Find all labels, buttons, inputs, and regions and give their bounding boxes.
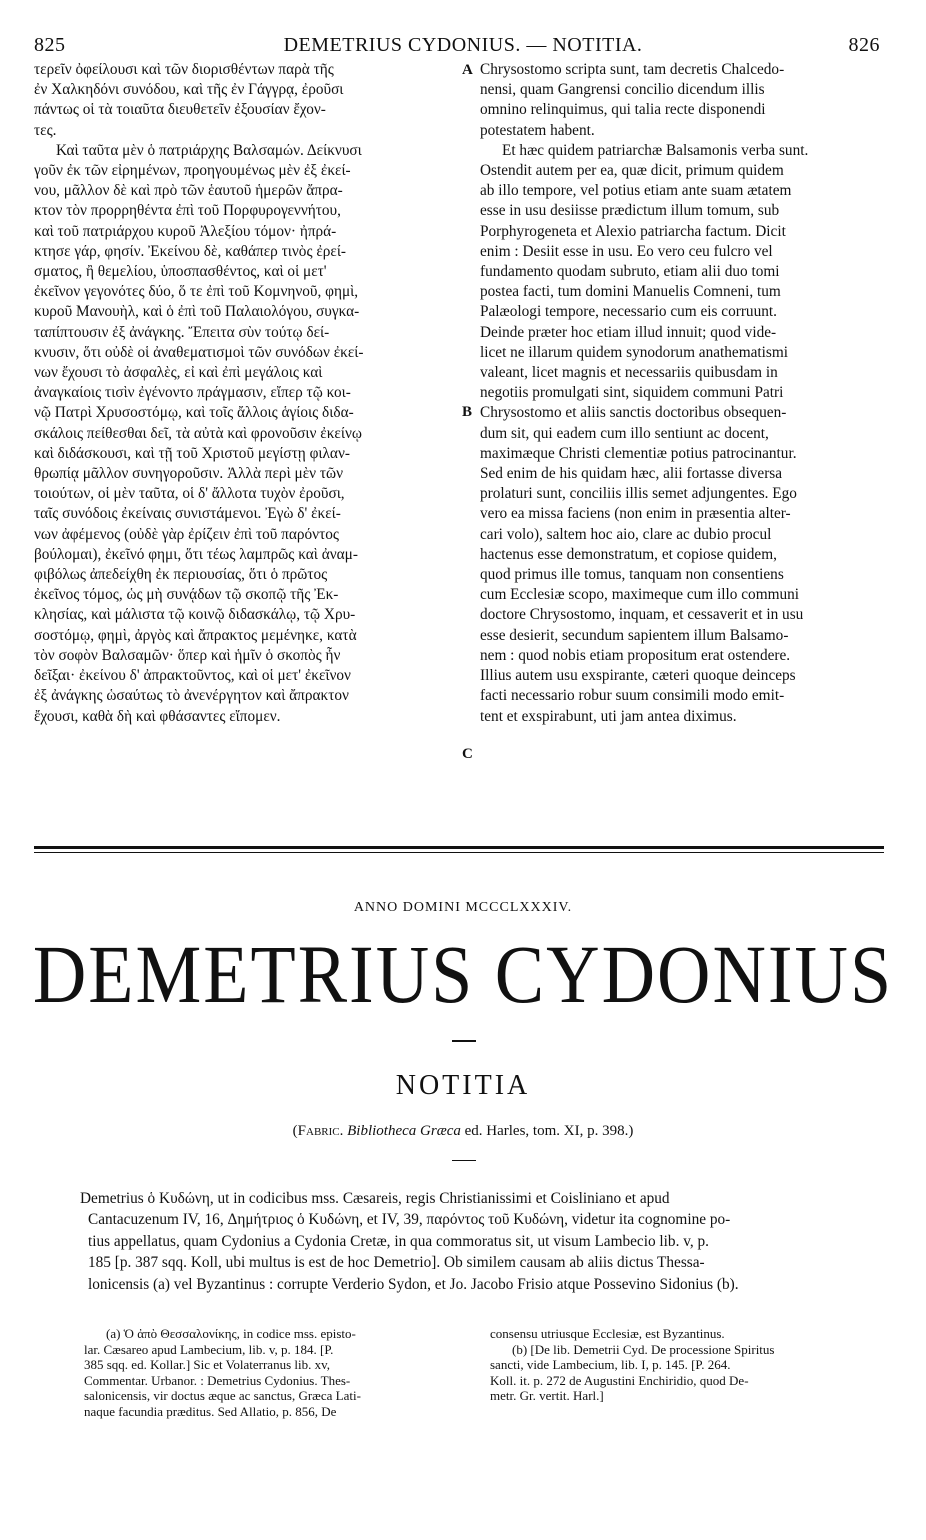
latin-text-line: nem : quod nobis etiam propositum erat ostendere. — [480, 646, 791, 664]
anno-domini-line: ANNO DOMINI MCCCLXXXIV. — [353, 900, 573, 915]
greek-text-line: νῷ Πατρὶ Χρυσοστόμῳ, καὶ τοῖς ἄλλοις ἁγίοις διδα- — [34, 404, 354, 422]
body-text-line: Demetrius ὁ Κυδώνη, ut in codicibus mss. Cæsareis, regis Christianissimi et Coisliniano et apud — [80, 1190, 670, 1207]
greek-text-line: σματος, ἢ θεμελίου, ὑποσπασθέντος, καὶ οἱ μετ' — [34, 263, 327, 281]
greek-text-line: Καὶ ταῦτα μὲν ὁ πατριάρχης Βαλσαμών. Δείκνυσι — [56, 141, 362, 159]
greek-text-line: σκάλοις πείθεσθαι δεῖ, τὰ αὐτὰ καὶ φρονοῦσιν ἐκείνῳ — [34, 424, 362, 442]
latin-text-line: postea facti, tum domini Manuelis Comneni, tum — [480, 283, 781, 301]
page-number-left: 825 — [34, 34, 66, 56]
section-title: DEMETRIUS CYDONIUS — [32, 929, 894, 1021]
latin-text-line: cari volo), saltem hoc aio, clare ac dubio procul — [480, 525, 772, 543]
greek-text-line: νου, μᾶλλον δὲ καὶ πρὸ τῶν ἑαυτοῦ ἡμερῶν ἄπρα- — [34, 182, 343, 200]
greek-text-line: τὸν σοφὸν Βαλσαμῶν· ὅπερ καὶ ἡμῖν ὁ σκοπὸς ἦν — [34, 646, 341, 664]
greek-text-line: κνυσιν, ὅτι οὐδὲ οἱ ἀναθεματισμοὶ τῶν συνόδων ἐκεί- — [34, 343, 364, 361]
greek-text-line: ἔχουσι, καθὰ δὴ καὶ φθάσαντες εἴπομεν. — [34, 707, 281, 725]
latin-text-line: prolaturi sunt, conciliis illis semet adjungentes. Ego — [480, 485, 797, 503]
section-rule-thick — [34, 846, 884, 849]
greek-text-line: ἐξ ἀνάγκης ὡσαύτως τὸ ἀνενέργητον καὶ ἄπρακτον — [34, 687, 349, 705]
greek-text-line: ταῖς συνόδοις ἐκείναις συνιστάμενοι. Ἐγὼ δ' ἐκεί- — [34, 505, 341, 523]
page-number-right: 826 — [848, 34, 880, 56]
footnote-line: naque facundia præditus. Sed Allatio, p. 856, De — [84, 1403, 337, 1419]
notitia-body — [80, 1188, 896, 1295]
footnote-line: metr. Gr. vertit. Harl.] — [490, 1388, 604, 1404]
latin-text-line: doctore Chrysostomo, inquam, et cessaverit et in usu — [480, 606, 804, 624]
latin-text-line: nensi, quam Gangrensi concilio dicendum illis — [480, 81, 765, 99]
greek-text-line: ἐκεῖνος τόμος, ὡς μὴ συνᾴδων τῷ σκοπῷ τῆς Ἐκ- — [34, 586, 339, 604]
latin-text-line: esse desierit, secundum sapientem illum Balsamo- — [480, 626, 789, 644]
greek-text-line: κτον τὸν προρρηθέντα ἐπὶ τοῦ Πορφυρογεννήτου, — [34, 202, 341, 220]
footnote-line: sancti, vide Lambecium, lib. I, p. 145. [P. 264. — [490, 1357, 731, 1373]
latin-text-line: hactenus esse demonstratum, et copiose quidem, — [480, 545, 777, 563]
latin-text-line: Porphyrogeneta et Alexio patriarcha factum. Dicit — [480, 222, 786, 240]
latin-text-line: Sed enim de his quidam hæc, alii fortasse diversa — [480, 465, 783, 483]
greek-text-line: νων ἀφέμενος (οὐδὲ γὰρ ἐρίζειν ἐπὶ τοῦ παρόντος — [34, 525, 339, 543]
greek-text-line: ἐν Χαλκηδόνι συνόδου, καὶ τῆς ἐν Γάγγρᾳ, ἐροῦσι — [34, 81, 344, 99]
latin-text-line: quod primus ille tomus, tanquam non consentiens — [480, 566, 784, 584]
greek-text-line: δεῖξαι· ἐκείνου δ' ἀπρακτοῦντος, καὶ οἱ μετ' ἐκεῖνον — [34, 667, 351, 685]
latin-text-line: dum sit, qui eadem cum illo sentiunt ac docent, — [480, 424, 769, 442]
latin-text-line: Deinde præter hoc etiam illud innuit; quod vide- — [480, 323, 777, 341]
greek-text-line: τες. — [34, 121, 57, 139]
greek-text-line: ἀναγκαίοις τισὶν ἐγένοντο πράγμασιν, εἴπερ τῷ κοι- — [34, 384, 351, 402]
latin-text-line: ab illo tempore, vel potius etiam ante suam ætatem — [480, 182, 792, 200]
latin-text-line: Illius autem usu exspirante, cæteri quoque deinceps — [480, 667, 796, 685]
footnote-line: (b) [De lib. Demetrii Cyd. De processione Spiritus — [512, 1341, 775, 1357]
body-text-line: 185 [p. 387 sqq. Koll, ubi multus is est de hoc Demetrio]. Ob similem causam ab aliis dictus Thessa- — [88, 1254, 705, 1272]
latin-text-line: esse in usu desiisse prædictum illum tomum, sub — [480, 202, 780, 220]
latin-column — [480, 60, 880, 727]
latin-text-line: fundamento quodam subruto, etiam alii duo tomi — [480, 263, 780, 281]
latin-text-line: Et hæc quidem patriarchæ Balsamonis verba sunt. — [502, 141, 809, 159]
title-dash — [452, 1040, 476, 1042]
footnote-line: lar. Cæsareo apud Lambecium, lib. v, p. 184. [P. — [84, 1341, 334, 1357]
body-text-line: Cantacuzenum IV, 16, Δημήτριος ὁ Κυδώνη, et IV, 39, παρόντος τοῦ Κυδώνη, videtur ita cognomine po- — [88, 1211, 731, 1229]
footnote-line: Koll. it. p. 272 de Augustini Enchiridio, quod De- — [490, 1372, 749, 1388]
greek-text-line: κυροῦ Μανουὴλ, καὶ ὁ ἐπὶ τοῦ Παλαιολόγου, συγκα- — [34, 303, 360, 321]
greek-column — [34, 60, 458, 727]
greek-text-line: ἐκεῖνον γεγονότες δύο, ὅ τε ἐπὶ τοῦ Κομνηνοῦ, φημὶ, — [34, 283, 359, 301]
latin-text-line: Ostendit autem per ea, quæ dicit, primum quidem — [480, 162, 784, 180]
greek-text-line: θρωπίᾳ μᾶλλον συνηγοροῦσιν. Ἀλλὰ περὶ μὲν τῶν — [34, 465, 344, 483]
greek-text-line: νων ἔχουσι τὸ ἀσφαλὲς, εἰ καὶ ἐπὶ μεγάλοις καὶ — [34, 364, 323, 382]
section-subtitle: NOTITIA — [395, 1070, 531, 1101]
latin-text-line: maximæque Christi clementiæ potius patrocinantur. — [480, 444, 797, 462]
greek-text-line: τερεῖν ὀφείλουσι καὶ τῶν διορισθέντων παρὰ τῆς — [34, 61, 334, 78]
latin-text-line: tent et exspirabunt, uti jam antea diximus. — [480, 707, 737, 725]
latin-text-line: enim : Desiit esse in usu. Eo vero ceu fulcro vel — [480, 242, 773, 260]
footnote-line: Commentar. Urbanor. : Demetrius Cydonius. Thes- — [84, 1372, 351, 1388]
source-title: Bibliotheca Græca — [347, 1123, 461, 1139]
margin-letter-b: B — [462, 404, 473, 420]
greek-text-line: ταπίπτουσιν ἐξ ἀνάγκης. Ἔπειτα σὺν τούτῳ δεί- — [34, 323, 330, 341]
body-text-line: tius appellatus, quam Cydonius a Cydonia Cretæ, in qua commoratus sit, ut visum Lambecio lib. v, p. — [88, 1232, 710, 1250]
footnote-line: 385 sqq. ed. Kollar.] Sic et Volaterranus lib. xv, — [84, 1357, 331, 1373]
footnotes-left — [84, 1326, 474, 1420]
latin-text-line: negotiis promulgati sint, siquidem communi Patri — [480, 384, 784, 402]
latin-text-line: licet ne illarum quidem synodorum anathematismi — [480, 343, 788, 361]
footnote-line: (a) Ὁ ἀπὸ Θεσσαλονίκης, in codice mss. episto- — [106, 1326, 356, 1341]
latin-text-line: cum Ecclesiæ scopo, maximeque cum illo communi — [480, 586, 800, 604]
latin-text-line: Chrysostomo et aliis sanctis doctoribus obsequen- — [480, 404, 787, 422]
margin-letter-c: C — [462, 746, 473, 762]
greek-text-line: φιβόλως ἀπεδείχθη ἐκ περιουσίας, ὅτι ὁ πρῶτος — [34, 566, 328, 584]
body-text-line: lonicensis (a) vel Byzantinus : corrupte Verderio Sydon, et Jo. Jacobo Frisio atque Possevino Sidonius (b). — [88, 1275, 739, 1293]
source-reference — [0, 1123, 926, 1140]
subtitle-dash — [452, 1160, 476, 1161]
latin-text-line: Palæologi tempore, necessario cum eis corruunt. — [480, 303, 777, 321]
greek-text-line: βούλομαι), ἐκεῖνό φημι, ὅτι τέως λαμπρῶς καὶ ἀναμ- — [34, 545, 358, 563]
section-rule-thin — [34, 852, 884, 853]
footnote-line: salonicensis, vir doctus æque ac sanctus, Græca Lati- — [84, 1388, 361, 1404]
greek-text-line: καὶ διδάσκουσι, καὶ τῇ τοῦ Χριστοῦ μεγίστῃ φιλαν- — [34, 444, 350, 462]
footnotes-right — [490, 1326, 900, 1404]
latin-text-line: valeant, licet magnis et necessariis quibusdam in — [480, 364, 778, 382]
greek-text-line: κλησίας, καὶ μάλιστα τῷ κοινῷ διδασκάλῳ, τῷ Χρυ- — [34, 606, 356, 624]
latin-text-line: vero ea missa faciens (non enim in præsentia alter- — [480, 505, 791, 523]
greek-text-line: πάντως οἱ τὰ τοιαῦτα διευθετεῖν ἐξουσίαν ἔχον- — [34, 101, 326, 119]
latin-text-line: Chrysostomo scripta sunt, tam decretis Chalcedo- — [480, 61, 785, 78]
latin-text-line: facti necessario robur suum consimili modo emit- — [480, 687, 785, 705]
greek-text-line: τοιούτων, οἱ μὲν ταῦτα, οἱ δ' ἄλλοτα τυχὸν ἐροῦσι, — [34, 485, 345, 503]
margin-letter-a: A — [462, 62, 473, 78]
greek-text-line: σοστόμῳ, φημὶ, ἀργὸς καὶ ἄπρακτος μεμένηκε, κατὰ — [34, 626, 357, 644]
footnote-line: consensu utriusque Ecclesiæ, est Byzantinus. — [490, 1326, 725, 1341]
latin-text-line: potestatem habent. — [480, 121, 595, 139]
source-prefix: (Fabric. — [292, 1123, 344, 1139]
source-rest: ed. Harles, tom. XI, p. 398.) — [464, 1123, 634, 1139]
latin-text-line: omnino relinquimus, qui talia recte disponendi — [480, 101, 766, 119]
greek-text-line: καὶ τοῦ πατριάρχου κυροῦ Ἀλεξίου τόμον· ἠπρά- — [34, 222, 337, 240]
greek-text-line: γοῦν ἐκ τῶν εἰρημένων, προηγουμένως μὲν ἐξ ἐκεί- — [34, 162, 351, 180]
greek-text-line: κτησε γάρ, φησίν. Ἐκείνου δὲ, καθάπερ τινὸς ἐρεί- — [34, 242, 347, 260]
running-title: DEMETRIUS CYDONIUS. — NOTITIA. — [283, 34, 643, 56]
